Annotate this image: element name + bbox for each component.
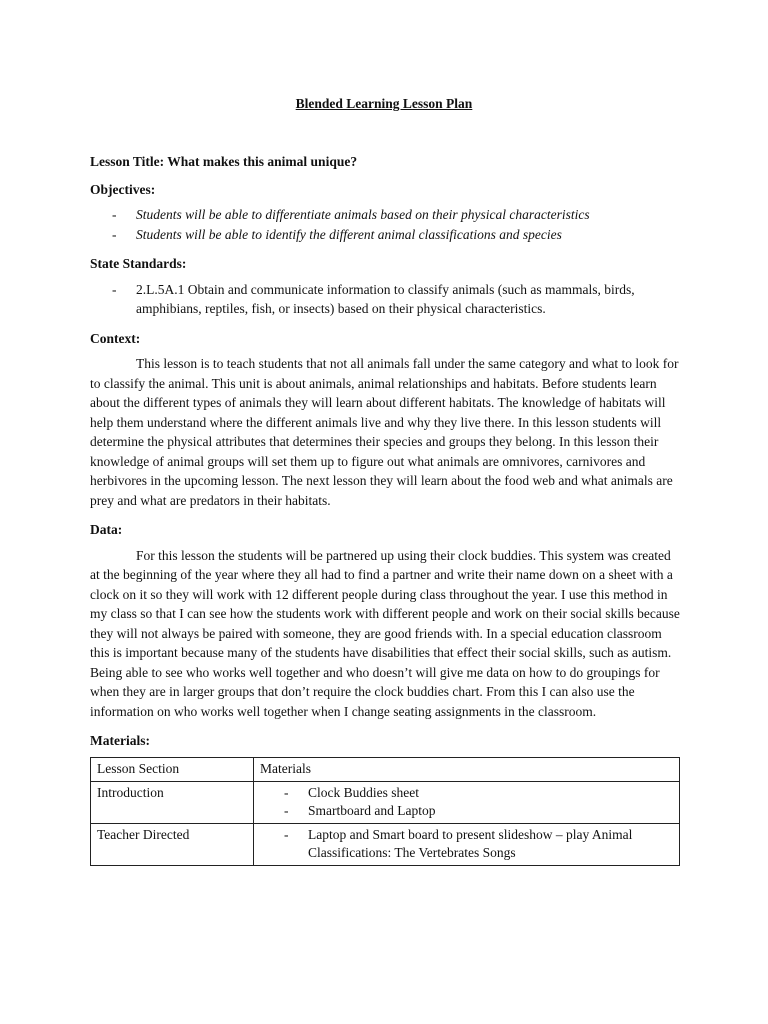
lesson-title-line	[90, 152, 680, 172]
table-header-row	[91, 757, 680, 781]
list-item	[90, 225, 680, 245]
data-heading: Data:	[90, 522, 123, 537]
objectives-list	[90, 205, 680, 244]
dash-marker: -	[284, 784, 289, 800]
objectives-heading: Objectives:	[90, 181, 156, 197]
list-item	[90, 205, 680, 225]
lesson-title-label: Lesson Title:	[90, 154, 165, 169]
materials-list	[260, 826, 673, 862]
list-item	[90, 280, 680, 319]
material-text: Laptop and Smart board to present slideshow – play Animal Classifications: The Vertebrates Songs	[308, 826, 633, 860]
standard-text: 2.L.5A.1 Obtain and communicate information to classify animals (such as mammals, birds, amphibians, reptiles, fish, or insects) based on their physical characteristics.	[136, 281, 635, 316]
dash-marker: -	[112, 281, 117, 297]
list-item	[260, 802, 673, 820]
dash-marker: -	[284, 826, 289, 842]
document-body	[90, 152, 680, 866]
standards-list	[90, 280, 680, 319]
material-text: Clock Buddies sheet	[308, 784, 419, 800]
lesson-title: What makes this animal unique?	[167, 154, 358, 169]
materials-cell	[254, 823, 680, 865]
materials-list	[260, 784, 673, 820]
list-item	[260, 826, 673, 862]
standards-heading: State Standards:	[90, 256, 187, 271]
material-text: Smartboard and Laptop	[308, 802, 436, 818]
context-paragraph: This lesson is to teach students that not all animals fall under the same category and what to look for to classify the animal. This unit is about animals, animal relationships and habitats. Before students learn about the different types of animals they will learn about different habitats. The knowledge of habitats will help them understand where the different animals live and why they live there. In this lesson students will determine the physical attributes that determines their species and groups they belong. In this lesson their knowledge of animal groups will set them up to figure out what animals are omnivores, carnivores and herbivores in the upcoming lesson. The next lesson they will learn about the food web and what animals are prey and what are predators in their habitats.	[90, 356, 679, 508]
document-title: Blended Learning Lesson Plan	[295, 96, 473, 111]
table-row	[91, 781, 680, 823]
table-row	[91, 823, 680, 865]
context-heading: Context:	[90, 330, 141, 346]
materials-table	[90, 757, 680, 866]
dash-marker: -	[112, 226, 117, 242]
materials-cell	[254, 781, 680, 823]
section-cell: Teacher Directed	[91, 823, 254, 865]
section-cell: Introduction	[91, 781, 254, 823]
dash-marker: -	[284, 802, 289, 818]
materials-heading: Materials:	[90, 733, 150, 748]
dash-marker: -	[112, 207, 117, 222]
header-cell: Lesson Section	[91, 757, 254, 781]
objective-text: Students will be able to identify the different animal classifications and species	[136, 226, 562, 242]
header-cell: Materials	[254, 757, 680, 781]
list-item	[260, 784, 673, 802]
objective-text: Students will be able to differentiate animals based on their physical characteristics	[136, 207, 590, 222]
data-paragraph: For this lesson the students will be partnered up using their clock buddies. This system was created at the beginning of the year where they all had to find a partner and write their name down on a sheet with a clock on it so they will work with 12 different people during class throughout the year. I use this method in my class so that I can see how the students work with different people and work on their social skills because they will not always be paired with someone, they are good friends with. In a special education classroom this is important because many of the students have disabilities that effect their social skills, such as autism. Being able to see who works well together and who doesn’t will give me data on how to do groupings for when they are in larger groups that don’t require the clock buddies chart. From this I can also use the information on who works well together when I change seating assignments in the classroom.	[90, 547, 680, 719]
